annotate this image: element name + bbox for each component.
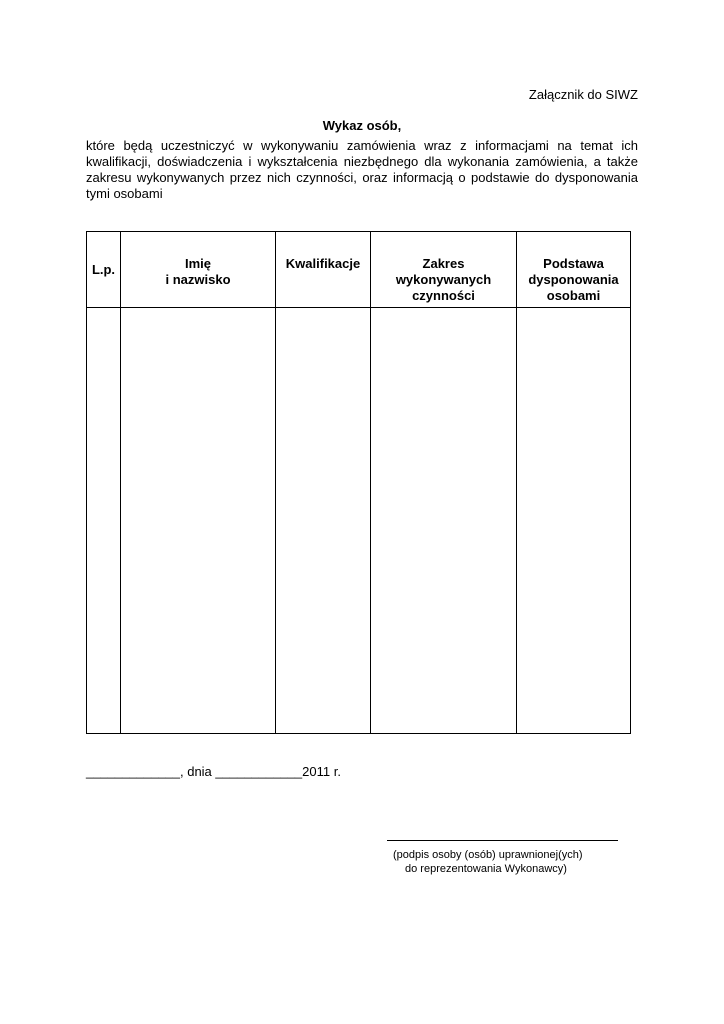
signature-caption-line2: do reprezentowania Wykonawcy) <box>405 863 567 875</box>
persons-table <box>86 231 631 734</box>
table-cell-qualifications[interactable] <box>276 308 371 734</box>
document-title: Wykaz osób, <box>322 118 402 133</box>
table-cell-scope[interactable] <box>371 308 517 734</box>
signature-caption <box>393 848 583 876</box>
table-cell-lp[interactable] <box>87 308 121 734</box>
place-date-line: _____________, dnia ____________2011 r. <box>86 764 341 779</box>
document-intro: które będą uczestniczyć w wykonywaniu zamówienia wraz z informacjami na temat ich kwalifikacji, doświadczenia i wykształcenia niezbędnego dla wykonania zamówienia, a także zakresu wykonywanych przez nich czynności, oraz informacją o podstawie do dysponowania tymi osobami <box>86 138 638 201</box>
signature-line <box>387 840 618 841</box>
table-header-row <box>87 232 631 308</box>
column-header-scope: Zakres wykonywanych czynności <box>371 232 517 308</box>
attachment-label: Załącznik do SIWZ <box>528 87 638 102</box>
table-cell-name[interactable] <box>121 308 276 734</box>
table-row <box>87 308 631 734</box>
column-header-name: Imię i nazwisko <box>121 232 276 308</box>
table-cell-basis[interactable] <box>517 308 631 734</box>
column-header-lp: L.p. <box>87 232 121 308</box>
column-header-basis: Podstawa dysponowania osobami <box>517 232 631 308</box>
column-header-qualifications: Kwalifikacje <box>276 232 371 308</box>
signature-caption-line1: (podpis osoby (osób) uprawnionej(ych) <box>393 849 583 861</box>
